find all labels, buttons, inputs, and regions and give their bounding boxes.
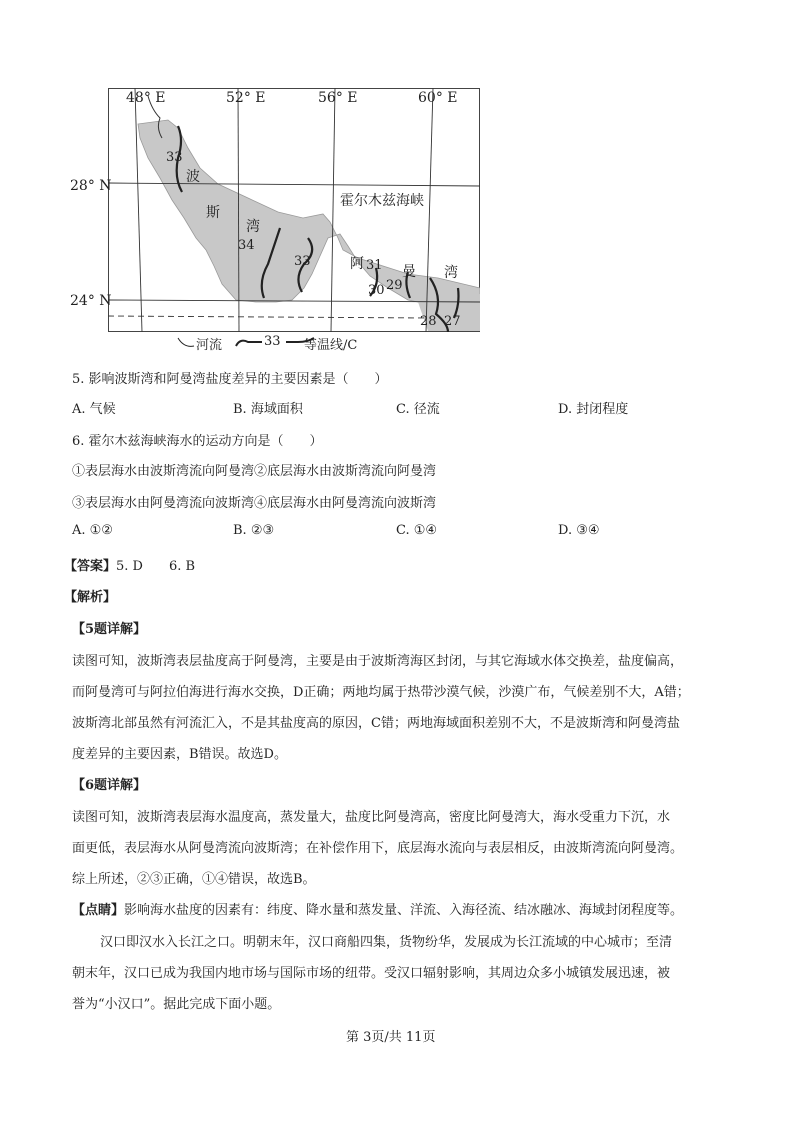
answer-line — [64, 555, 195, 574]
lon-label: 56° E — [318, 90, 358, 106]
q6-option-b: B. ②③ — [233, 523, 275, 538]
legend-river-label: 河流 — [196, 338, 223, 353]
isotherm-value: 33 — [166, 150, 183, 165]
passage-line: 汉口即汉水入长江之口。明朝末年，汉口商船四集，货物纷华，发展成为长江流域的中心城市；至清 — [100, 935, 673, 950]
legend-iso-label: 等温线/C — [304, 338, 358, 353]
q5-option-a: A. 气候 — [72, 402, 116, 417]
lon-label: 60° E — [418, 90, 458, 106]
map-svg — [108, 88, 480, 332]
isotherm-value: 27 — [444, 314, 461, 329]
place-label: 湾 — [246, 219, 260, 235]
tip-tag: 【点睛】 — [72, 903, 125, 918]
lon-label: 48° E — [126, 90, 166, 106]
isotherm-value: 28 — [420, 314, 437, 329]
analysis-tag: 【解析】 — [64, 590, 117, 605]
q5-option-b: B. 海域面积 — [233, 402, 303, 417]
isotherm-value: 33 — [294, 254, 311, 269]
q5-detail-tag: 【5题详解】 — [72, 622, 147, 637]
question-6-stem: 6. 霍尔木兹海峡海水的运动方向是（ ） — [72, 434, 323, 449]
q6-option-c: C. ①④ — [396, 523, 438, 538]
persian-gulf-map — [70, 88, 480, 332]
legend-iso-value: 33 — [264, 334, 281, 349]
place-label: 阿 — [350, 256, 364, 272]
q5-option-c: C. 径流 — [396, 402, 440, 417]
q6-option-a: A. ①② — [72, 523, 113, 538]
tip-text: 影响海水盐度的因素有：纬度、降水量和蒸发量、洋流、入海径流、结冰融冰、海域封闭程度等。 — [124, 903, 684, 918]
q6-statement: ①表层海水由波斯湾流向阿曼湾②底层海水由波斯湾流向阿曼湾 — [72, 464, 437, 479]
q5-detail-line: 度差异的主要因素，B错误。故选D。 — [72, 747, 287, 762]
lat-label: 24° N — [70, 293, 112, 309]
lat-label: 28° N — [70, 178, 112, 194]
q5-detail-line: 波斯湾北部虽然有河流汇入，不是其盐度高的原因，C错；两地海域面积差别不大，不是波斯湾和阿曼湾盐 — [72, 716, 680, 731]
q5-option-d: D. 封闭程度 — [558, 402, 629, 417]
question-5-stem: 5. 影响波斯湾和阿曼湾盐度差异的主要因素是（ ） — [72, 372, 388, 387]
isotherm-value: 31 — [366, 258, 383, 273]
q6-detail-line: 读图可知，波斯湾表层海水温度高，蒸发量大，盐度比阿曼湾高，密度比阿曼湾大，海水受重力下沉，水 — [72, 810, 671, 825]
isotherm-value: 29 — [386, 278, 403, 293]
passage-line: 朝末年，汉口已成为我国内地市场与国际市场的纽带。受汉口辐射影响，其周边众多小城镇发展迅速，被 — [72, 966, 671, 981]
isotherm-value: 34 — [238, 238, 255, 253]
river-legend-icon — [176, 336, 196, 350]
answer-text: 5. D 6. B — [116, 559, 196, 574]
lon-label: 52° E — [226, 90, 266, 106]
place-label: 湾 — [444, 265, 458, 281]
q6-detail-line: 面更低，表层海水从阿曼湾流向波斯湾；在补偿作用下，底层海水流向与表层相反，由波斯湾流向阿曼湾。 — [72, 841, 684, 856]
page-footer: 第 3页/共 11页 — [346, 1030, 436, 1045]
place-label: 曼 — [402, 264, 416, 280]
q6-option-d: D. ③④ — [558, 523, 600, 538]
place-label: 斯 — [206, 205, 220, 221]
passage-line: 誉为“小汉口”。据此完成下面小题。 — [72, 997, 281, 1012]
strait-label: 霍尔木兹海峡 — [340, 193, 424, 209]
q5-detail-line: 读图可知，波斯湾表层盐度高于阿曼湾，主要是由于波斯湾海区封闭，与其它海域水体交换差，盐度偏高， — [72, 654, 684, 669]
answer-tag: 【答案】 — [64, 559, 117, 574]
isotherm-value: 30 — [368, 283, 385, 298]
q6-statement: ③表层海水由阿曼湾流向波斯湾④底层海水由阿曼湾流向波斯湾 — [72, 496, 437, 511]
place-label: 波 — [186, 169, 200, 185]
q6-detail-line: 综上所述，②③正确，①④错误，故选B。 — [72, 872, 316, 887]
q6-detail-tag: 【6题详解】 — [72, 778, 147, 793]
q5-detail-line: 而阿曼湾可与阿拉伯海进行海水交换，D正确；两地均属于热带沙漠气候，沙漠广布，气候差别不大，A错； — [72, 685, 690, 700]
tip-line — [72, 899, 683, 918]
